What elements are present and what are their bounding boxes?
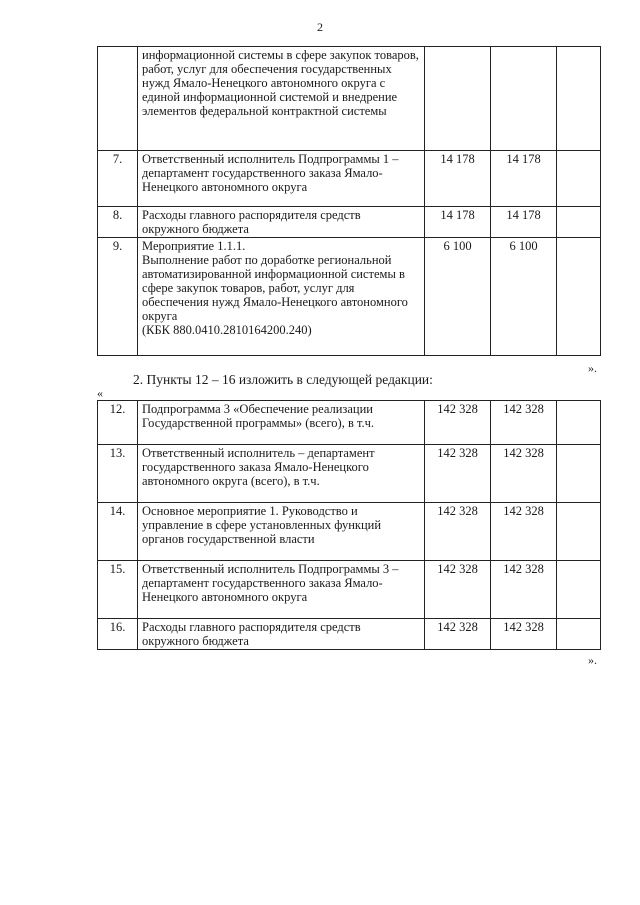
opening-quote: « — [97, 386, 103, 400]
table-row — [98, 503, 601, 561]
table-row — [98, 619, 601, 650]
row-value-3 — [557, 47, 601, 151]
row-value-1: 142 328 — [425, 445, 491, 503]
row-value-3 — [557, 503, 601, 561]
table-row — [98, 561, 601, 619]
row-value-1: 14 178 — [425, 207, 491, 238]
row-number: 12. — [98, 401, 138, 445]
table2-body — [98, 401, 601, 650]
row-description: Ответственный исполнитель – департамент государственного заказа Ямало-Ненецкого автономного округа (всего), в т.ч. — [138, 445, 425, 503]
row-value-3 — [557, 151, 601, 207]
row-value-2 — [491, 47, 557, 151]
table-row — [98, 238, 601, 356]
row-value-1: 142 328 — [425, 619, 491, 650]
program-table-part-1 — [97, 46, 601, 356]
row-value-3 — [557, 445, 601, 503]
row-number: 14. — [98, 503, 138, 561]
row-number: 9. — [98, 238, 138, 356]
table-row — [98, 47, 601, 151]
row-value-1: 6 100 — [425, 238, 491, 356]
row-number: 15. — [98, 561, 138, 619]
row-value-2: 142 328 — [491, 503, 557, 561]
closing-quote: ». — [588, 653, 597, 667]
table1-body — [98, 47, 601, 356]
row-value-2: 6 100 — [491, 238, 557, 356]
row-value-2: 142 328 — [491, 619, 557, 650]
row-description: информационной системы в сфере закупок товаров, работ, услуг для обеспечения государственных нужд Ямало-Ненецкого автономного округа с единой информационной системой и внедрение элементов федеральной контрактной системы — [138, 47, 425, 151]
row-description: Расходы главного распорядителя средств окружного бюджета — [138, 619, 425, 650]
row-value-1: 14 178 — [425, 151, 491, 207]
row-description: Ответственный исполнитель Подпрограммы 3 – департамент государственного заказа Ямало-Ненецкого автономного округа — [138, 561, 425, 619]
row-value-1: 142 328 — [425, 401, 491, 445]
row-value-3 — [557, 401, 601, 445]
closing-quote: ». — [588, 361, 597, 375]
table-row — [98, 445, 601, 503]
row-value-2: 142 328 — [491, 445, 557, 503]
row-value-3 — [557, 561, 601, 619]
row-value-2: 142 328 — [491, 561, 557, 619]
table-row — [98, 207, 601, 238]
row-value-1: 142 328 — [425, 561, 491, 619]
row-value-1 — [425, 47, 491, 151]
row-description: Расходы главного распорядителя средств окружного бюджета — [138, 207, 425, 238]
row-description: Мероприятие 1.1.1. Выполнение работ по доработке региональной автоматизированной информационной системы в сфере закупок товаров, работ, услуг для обеспечения нужд Ямало-Ненецкого автономного округа (КБК 880.0410.2810164200.240) — [138, 238, 425, 356]
row-value-2: 14 178 — [491, 151, 557, 207]
row-description: Подпрограмма 3 «Обеспечение реализации Государственной программы» (всего), в т.ч. — [138, 401, 425, 445]
row-number: 7. — [98, 151, 138, 207]
row-value-3 — [557, 238, 601, 356]
row-value-3 — [557, 207, 601, 238]
row-number: 16. — [98, 619, 138, 650]
row-description: Основное мероприятие 1. Руководство и управление в сфере установленных функций органов государственной власти — [138, 503, 425, 561]
row-value-3 — [557, 619, 601, 650]
row-number: 13. — [98, 445, 138, 503]
table-row — [98, 151, 601, 207]
row-value-2: 14 178 — [491, 207, 557, 238]
program-table-part-2 — [97, 400, 601, 650]
row-description: Ответственный исполнитель Подпрограммы 1 – департамент государственного заказа Ямало-Ненецкого автономного округа — [138, 151, 425, 207]
amendment-paragraph: 2. Пункты 12 – 16 изложить в следующей редакции: — [133, 372, 433, 387]
row-value-1: 142 328 — [425, 503, 491, 561]
table-row — [98, 401, 601, 445]
row-number — [98, 47, 138, 151]
row-number: 8. — [98, 207, 138, 238]
row-value-2: 142 328 — [491, 401, 557, 445]
page-number: 2 — [317, 20, 323, 34]
